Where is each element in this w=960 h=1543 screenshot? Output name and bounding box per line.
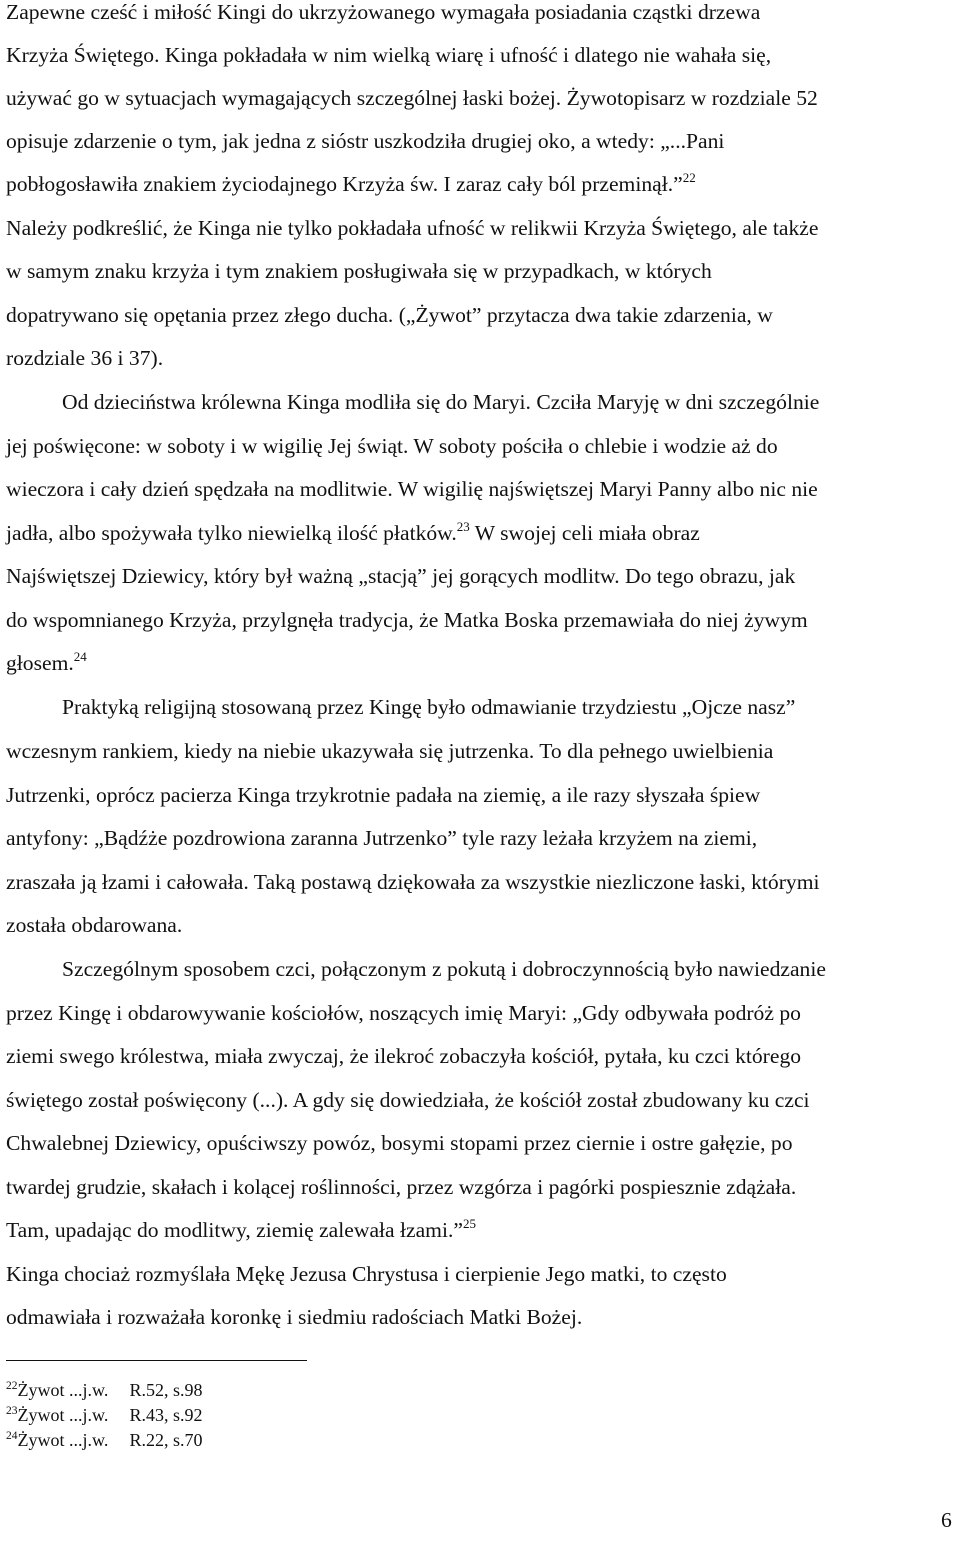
text-line: antyfony: „Bądźże pozdrowiona zaranna Jutrzenko” tyle razy leżała krzyżem na ziemi, [6,826,758,850]
text-line: Krzyża Świętego. Kinga pokładała w nim wielką wiarę i ufność i dlatego nie wahała się, [6,43,772,67]
text-line: pobłogosławiła znakiem życiodajnego Krzyża św. I zaraz cały ból przeminął.”$^{22}$ [6,170,696,196]
text-line: Chwalebnej Dziewicy, opuściwszy powóz, bosymi stopami przez ciernie i ostre gałęzie, po [6,1131,793,1155]
footnote-ref: 23 [456,519,470,534]
text-line: świętego został poświęcony (...). A gdy się dowiedziała, że kościół został zbudowany ku czci [6,1088,810,1112]
text-line: używać go w sytuacjach wymagających szczególnej łaski bożej. Żywotopisarz w rozdziale 52 [6,86,818,110]
text-line: Najświętszej Dziewicy, który był ważną „stacją” jej gorących modlitw. Do tego obrazu, jak [6,564,796,588]
footnote-ref: 25 [462,1216,476,1231]
text-line: Jutrzenki, oprócz pacierza Kinga trzykrotnie padała na ziemię, a ile razy słyszała śpiew [6,783,761,807]
text-line: przez Kingę i obdarowywanie kościołów, noszących imię Maryi: „Gdy odbywała podróż po [6,1001,801,1025]
text-line: Tam, upadając do modlitwy, ziemię zalewała łzami.”$^{25}$ [6,1216,476,1242]
text-line: Kinga chociaż rozmyślała Mękę Jezusa Chrystusa i cierpienie Jego matki, to często [6,1262,727,1286]
text-line: do wspomnianego Krzyża, przylgnęła tradycja, że Matka Boska przemawiała do niej żywym [6,608,808,632]
text-line: jadła, albo spożywała tylko niewielką ilość płatków.$^{23}$ W swojej celi miała obraz [6,519,700,545]
footnote-ref: 22 [682,170,696,185]
text-line: Praktyką religijną stosowaną przez Kingę było odmawianie trzydziestu „Ojcze nasz” [62,695,796,719]
text-line: opisuje zdarzenie o tym, jak jedna z sióstr uszkodziła drugiej oko, a wtedy: „...Pani [6,129,725,153]
text-line: Zapewne cześć i miłość Kingi do ukrzyżowanego wymagała posiadania cząstki drzewa [6,0,761,24]
text-line: twardej grudzie, skałach i kolącej roślinności, przez wzgórza i pagórki pospiesznie zdążała. [6,1175,797,1199]
text-line: Od dzieciństwa królewna Kinga modliła się do Maryi. Czciła Maryję w dni szczególnie [62,390,820,414]
text-line: została obdarowana. [6,913,183,937]
text-line: głosem.$^{24}$ [6,649,87,675]
text-line: zraszała ją łzami i całowała. Taką postawą dziękowała za wszystkie niezliczone łaski, którymi [6,870,820,894]
text-line: jej poświęcone: w soboty i w wigilię Jej świąt. W soboty pościła o chlebie i wodzie aż do [6,434,778,458]
footnote: $^{24}$Żywot ...j.w. R.22, s.70 [6,1430,203,1450]
footnote-ref: 24 [73,649,87,664]
footnote-divider [6,1360,307,1361]
text-line: Szczególnym sposobem czci, połączonym z pokutą i dobroczynnością było nawiedzanie [62,957,826,981]
text-line: wczesnym rankiem, kiedy na niebie ukazywała się jutrzenka. To dla pełnego uwielbienia [6,739,774,763]
text-line: wieczora i cały dzień spędzała na modlitwie. W wigilię najświętszej Maryi Panny albo nic nie [6,477,818,501]
text-line: odmawiała i rozważała koronkę i siedmiu radościach Matki Bożej. [6,1305,583,1329]
text-line: ziemi swego królestwa, miała zwyczaj, że ilekroć zobaczyła kościół, pytała, ku czci którego [6,1044,802,1068]
footnote: $^{22}$Żywot ...j.w. R.52, s.98 [6,1380,203,1400]
text-line: rozdziale 36 i 37). [6,346,164,370]
text-line: Należy podkreślić, że Kinga nie tylko pokładała ufność w relikwii Krzyża Świętego, ale także [6,216,819,240]
footnote: $^{23}$Żywot ...j.w. R.43, s.92 [6,1405,203,1425]
text-line: dopatrywano się opętania przez złego ducha. („Żywot” przytacza dwa takie zdarzenia, w [6,303,773,327]
text-line: w samym znaku krzyża i tym znakiem posługiwała się w przypadkach, w których [6,259,712,283]
page-number: 6 [941,1508,952,1532]
